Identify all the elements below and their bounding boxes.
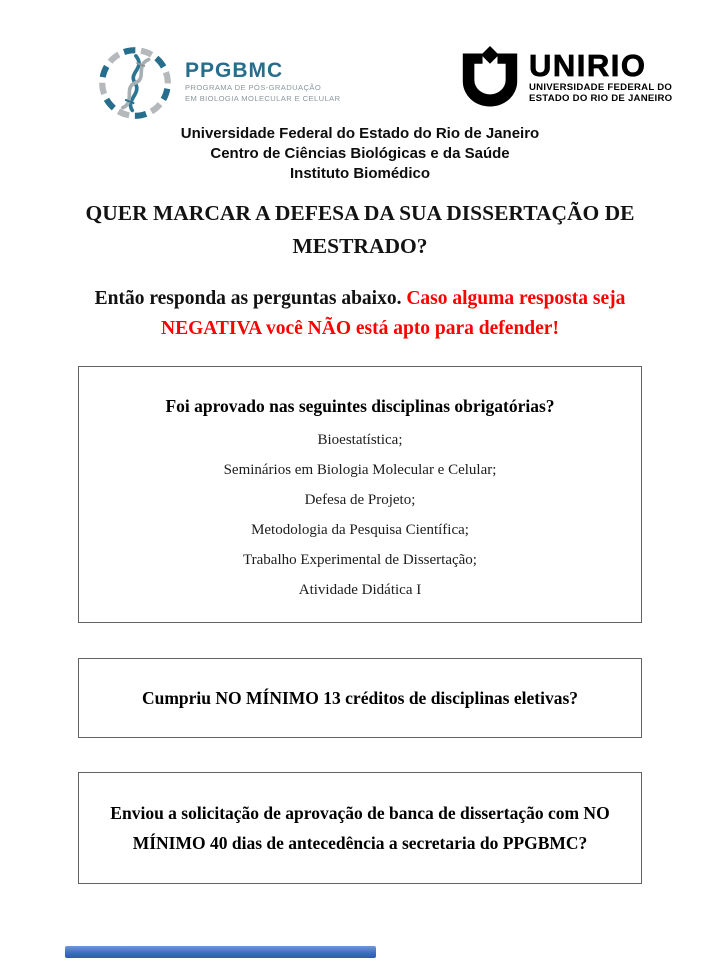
institution-header bbox=[0, 124, 720, 184]
intro-black-text: Então responda as perguntas abaixo. bbox=[94, 288, 407, 309]
ppgbmc-logo bbox=[94, 42, 340, 124]
question-box-elective-credits bbox=[78, 658, 642, 738]
unirio-u-icon bbox=[456, 44, 524, 112]
unirio-subtitle-line2: ESTADO DO RIO DE JANEIRO bbox=[529, 93, 673, 104]
institution-line-3: Instituto Biomédico bbox=[290, 165, 430, 182]
unirio-logo bbox=[456, 44, 672, 112]
question-box-obligatory-disciplines bbox=[78, 366, 642, 623]
page-title: QUER MARCAR A DEFESA DA SUA DISSERTAÇÃO DE MESTRADO? bbox=[85, 201, 635, 258]
discipline-item: Trabalho Experimental de Dissertação; bbox=[243, 552, 477, 568]
intro-paragraph bbox=[58, 284, 662, 344]
bottom-blue-bar[interactable] bbox=[65, 946, 376, 958]
unirio-name: UNIRIO bbox=[529, 48, 647, 83]
question-box-committee-request bbox=[78, 772, 642, 884]
discipline-item: Metodologia da Pesquisa Científica; bbox=[251, 522, 469, 538]
discipline-item: Defesa de Projeto; bbox=[304, 492, 416, 508]
question-heading: Enviou a solicitação de aprovação de banca de dissertação com NO MÍNIMO 40 dias de antecedência a secretaria do PPGBMC? bbox=[110, 803, 610, 853]
ppgbmc-subtitle-line1: PROGRAMA DE PÓS-GRADUAÇÃO bbox=[185, 83, 322, 92]
intro-red-warning-text: Caso alguma resposta seja NEGATIVA você NÃO está apto para defender! bbox=[161, 288, 626, 339]
ppgbmc-subtitle-line2: EM BIOLOGIA MOLECULAR E CELULAR bbox=[185, 93, 341, 103]
dna-ring-icon bbox=[94, 42, 176, 124]
discipline-item: Bioestatística; bbox=[317, 432, 403, 448]
question-heading: Foi aprovado nas seguintes disciplinas obrigatórias? bbox=[165, 396, 555, 416]
ppgbmc-acronym: PPGBMC bbox=[185, 59, 284, 82]
question-heading: Cumpriu NO MÍNIMO 13 créditos de disciplinas eletivas? bbox=[141, 688, 579, 708]
unirio-logo-text bbox=[529, 50, 672, 104]
institution-line-2: Centro de Ciências Biológicas e da Saúde bbox=[210, 145, 510, 162]
ppgbmc-logo-text bbox=[185, 60, 340, 103]
unirio-subtitle-line1: UNIVERSIDADE FEDERAL DO bbox=[529, 82, 673, 93]
institution-line-1: Universidade Federal do Estado do Rio de Janeiro bbox=[180, 125, 540, 142]
discipline-item: Atividade Didática I bbox=[298, 582, 422, 598]
discipline-item: Seminários em Biologia Molecular e Celular; bbox=[223, 462, 497, 478]
